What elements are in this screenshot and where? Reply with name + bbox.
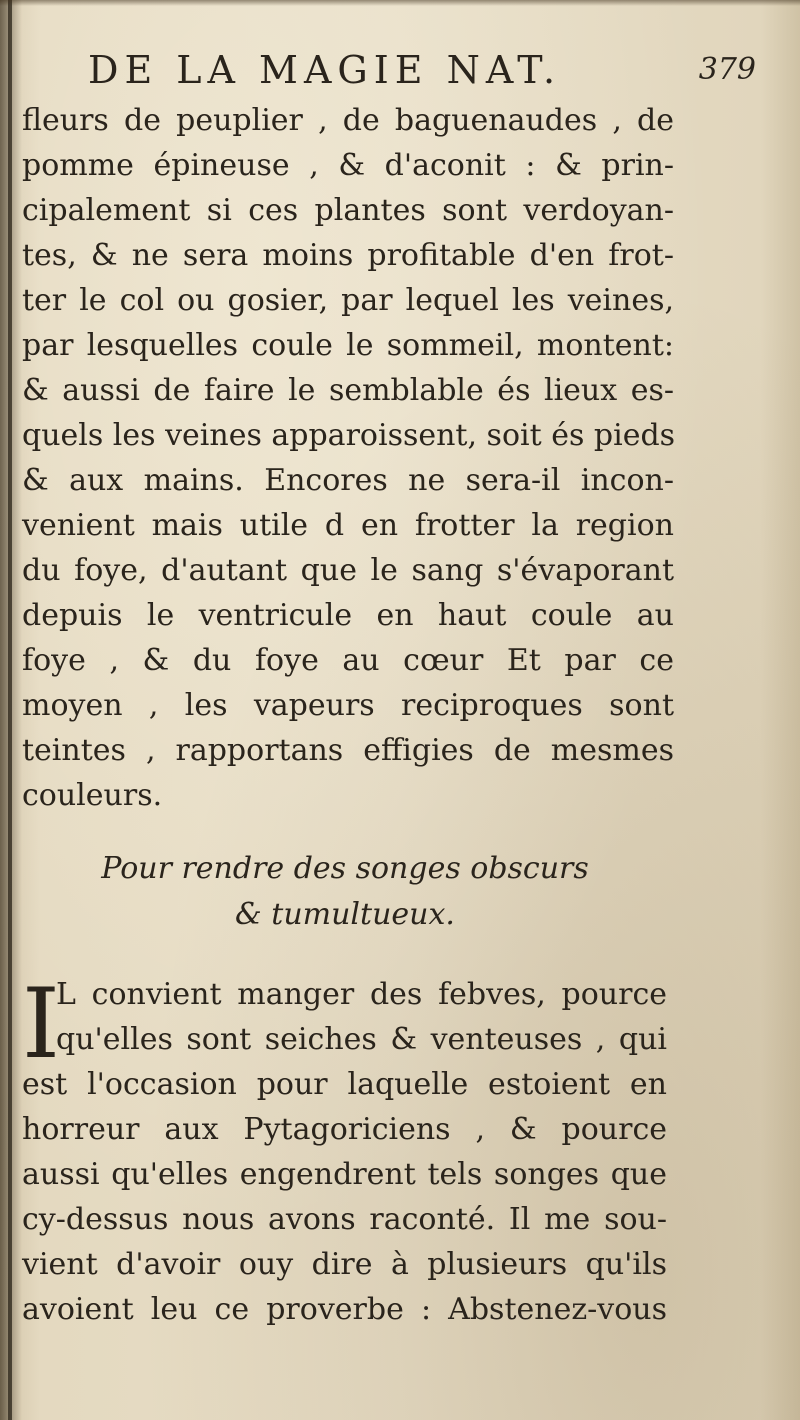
text-line: ter le col ou gosier, par lequel les veines, <box>22 283 674 318</box>
text-line: & aussi de faire le semblable és lieux es- <box>22 373 674 408</box>
text-line: depuis le ventricule en haut coule au <box>22 598 674 633</box>
text-line: tes, & ne sera moins profitable d'en frot- <box>22 238 674 273</box>
text-line: par lesquelles coule le sommeil, montent: <box>22 328 674 363</box>
text-line: cy-dessus nous avons raconté. Il me sou- <box>22 1202 667 1237</box>
section-heading-line-2: & tumultueux. <box>235 897 455 932</box>
text-line: fleurs de peuplier , de baguenaudes , de <box>22 103 674 138</box>
text-line: couleurs. <box>22 778 163 813</box>
text-line: horreur aux Pytagoriciens , & pource <box>22 1112 667 1147</box>
section-heading-line-1: Pour rendre des songes obscurs <box>101 851 589 886</box>
text-line: avoient leu ce proverbe : Abstenez-vous <box>22 1292 667 1327</box>
binding-edge <box>8 0 12 1420</box>
text-line: est l'occasion pour laquelle estoient en <box>22 1067 667 1102</box>
text-line: qu'elles sont seiches & venteuses , qui <box>56 1022 667 1057</box>
text-line: teintes , rapportans effigies de mesmes <box>22 733 674 768</box>
text-line: cipalement si ces plantes sont verdoyan- <box>22 193 674 228</box>
text-line: du foye, d'autant que le sang s'évaporant <box>22 553 674 588</box>
running-title: DE LA MAGIE NAT. <box>88 48 562 92</box>
text-line: aussi qu'elles engendrent tels songes que <box>22 1157 667 1192</box>
top-edge-shadow <box>0 0 800 6</box>
page-number: 379 <box>698 52 756 87</box>
text-line: & aux mains. Encores ne sera-il incon- <box>22 463 674 498</box>
paragraph-2 <box>22 968 667 1332</box>
text-line: moyen , les vapeurs reciproques sont <box>22 688 674 723</box>
text-line: pomme épineuse , & d'aconit : & prin- <box>22 148 674 183</box>
section-heading <box>60 846 630 938</box>
text-line: vient d'avoir ouy dire à plusieurs qu'ils <box>22 1247 667 1282</box>
text-line: L convient manger des febves, pource <box>56 977 667 1012</box>
text-line: venient mais utile d en frotter la region <box>22 508 674 543</box>
text-line: foye , & du foye au cœur Et par ce <box>22 643 674 678</box>
paragraph-1 <box>22 98 674 818</box>
text-line: quels les veines apparoissent, soit és pieds <box>22 418 676 453</box>
drop-cap: I <box>22 968 60 1080</box>
page-header <box>88 48 768 98</box>
